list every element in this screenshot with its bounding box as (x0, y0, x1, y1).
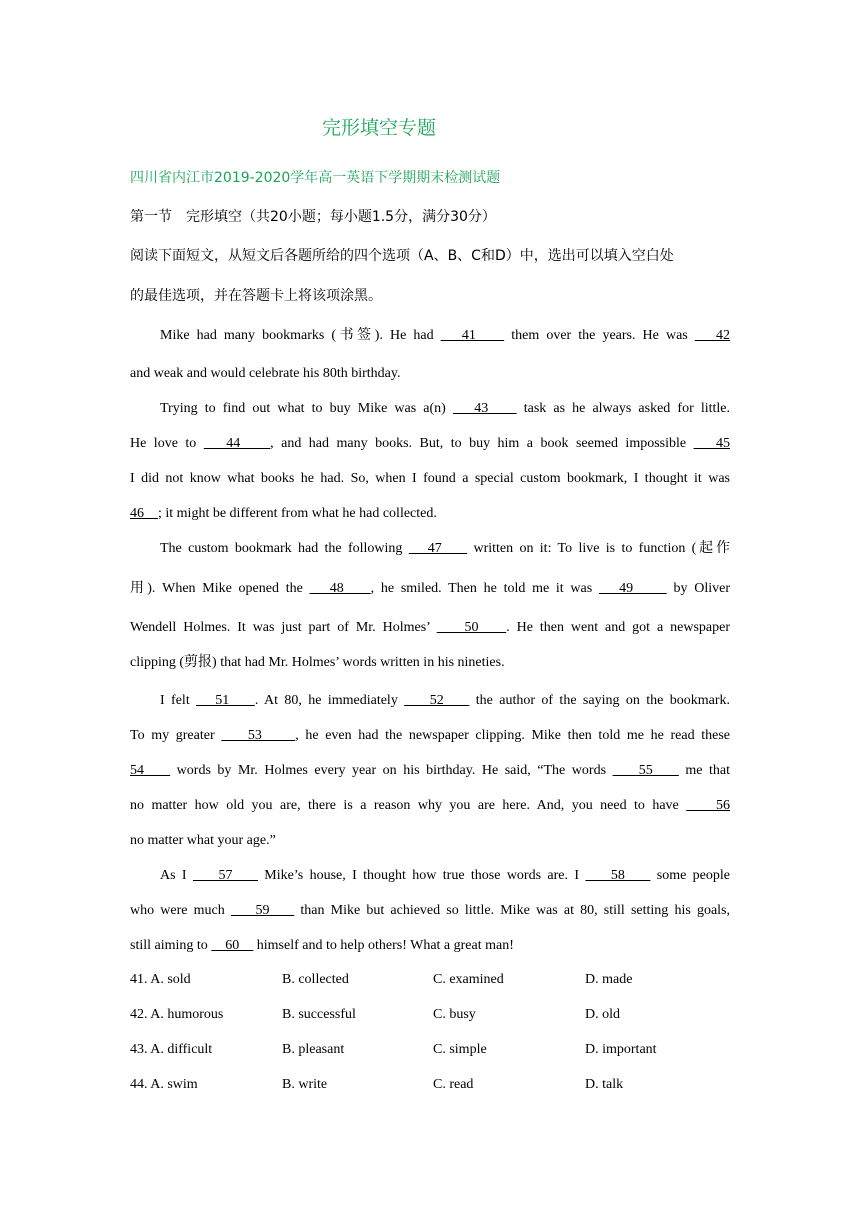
passage-line (130, 366, 730, 383)
passage-line (130, 728, 730, 745)
blank-49: 49 (598, 581, 667, 596)
question-43-options (130, 1042, 730, 1062)
page-title: 完形填空专题 (322, 117, 437, 139)
passage-text: them over the years. He was (504, 328, 695, 343)
passage-text: still aiming to (130, 938, 212, 953)
passage-text: As I (160, 868, 193, 883)
blank-53: 53 (221, 728, 296, 743)
passage-text: Trying to find out what to buy Mike was a(n) (160, 401, 453, 416)
passage-text: , he smiled. Then he told me it was (370, 581, 599, 596)
passage-line (130, 328, 730, 345)
passage-line (130, 693, 730, 710)
passage-text: and weak and would celebrate his 80th birthday. (130, 366, 401, 381)
section-heading: 第一节 完形填空（共20小题；每小题1.5分，满分30分） (130, 209, 496, 225)
blank-52: 52 (404, 693, 470, 708)
passage-text: some people (650, 868, 730, 883)
passage-text: He love to (130, 436, 204, 451)
option-b: B. successful (282, 1007, 356, 1022)
blank-51: 51 (196, 693, 255, 708)
passage-line (130, 833, 730, 850)
passage-line (130, 581, 730, 598)
blank-59: 59 (230, 903, 295, 918)
passage-text: I did not know what books he had. So, when I found a special custom bookmark, I thought it was (130, 471, 730, 486)
blank-57: 57 (192, 868, 258, 883)
option-c: C. simple (433, 1042, 487, 1057)
passage-text: words by Mr. Holmes every year on his birthday. He said, “The words (170, 763, 613, 778)
option-c: C. examined (433, 972, 504, 987)
option-b: B. write (282, 1077, 328, 1092)
option-d: D. talk (585, 1077, 624, 1092)
blank-60: 60 (211, 938, 254, 953)
blank-45: 45 (693, 436, 731, 451)
exam-source: 四川省内江市2019-2020学年高一英语下学期期末检测试题 (130, 170, 501, 186)
blank-42: 42 (694, 328, 731, 343)
option-b: B. collected (282, 972, 349, 987)
passage-text: Mike had many bookmarks (书签). He had (160, 328, 441, 343)
passage-text: no matter how old you are, there is a reason why you are here. And, you need to have (130, 798, 687, 813)
passage-text: clipping (剪报) that had Mr. Holmes’ words written in his nineties. (130, 655, 505, 670)
instructions-line-2: 的最佳选项，并在答题卡上将该项涂黑。 (130, 288, 382, 304)
passage-text: me that (678, 763, 731, 778)
option-d: D. made (585, 972, 633, 987)
blank-58: 58 (585, 868, 651, 883)
blank-50: 50 (436, 620, 507, 635)
blank-56: 56 (686, 798, 731, 813)
passage-text: task as he always asked for little. (516, 401, 730, 416)
passage-text: . He then went and got a newspaper (506, 620, 731, 635)
option-a: 43. A. difficult (130, 1042, 213, 1057)
passage-line (130, 436, 730, 453)
question-41-options (130, 972, 730, 992)
question-42-options (130, 1007, 730, 1027)
passage-line (130, 868, 730, 885)
blank-54: 54 (130, 763, 171, 778)
passage-text: written on it: To live is to function (起作 (467, 541, 731, 556)
passage-line (130, 903, 730, 920)
passage-text: Mike’s house, I thought how true those words are. I (257, 868, 586, 883)
passage-text: than Mike but achieved so little. Mike was at 80, still setting his goals, (294, 903, 731, 918)
passage-text: himself and to help others! What a great man! (253, 938, 514, 953)
passage-text: . At 80, he immediately (254, 693, 405, 708)
passage-text: Wendell Holmes. It was just part of Mr. Holmes’ (130, 620, 437, 635)
passage-line (130, 798, 730, 815)
passage-text: The custom bookmark had the following (160, 541, 409, 556)
passage-line (130, 541, 730, 558)
passage-line (130, 471, 730, 488)
blank-48: 48 (309, 581, 371, 596)
blank-43: 43 (452, 401, 517, 416)
option-b: B. pleasant (282, 1042, 345, 1057)
blank-46: 46 (130, 506, 158, 521)
passage-text: , and had many books. But, to buy him a book seemed impossible (270, 436, 694, 451)
blank-47: 47 (408, 541, 468, 556)
passage-text: the author of the saying on the bookmark. (469, 693, 731, 708)
question-44-options (130, 1077, 730, 1097)
passage-text: 用). When Mike opened the (130, 581, 310, 596)
passage-line (130, 620, 730, 637)
passage-line (130, 401, 730, 418)
option-a: 44. A. swim (130, 1077, 198, 1092)
passage-text: who were much (130, 903, 231, 918)
passage-text: I felt (160, 693, 197, 708)
option-c: C. read (433, 1077, 474, 1092)
passage-line (130, 506, 730, 523)
passage-text: To my greater (130, 728, 222, 743)
blank-44: 44 (203, 436, 271, 451)
option-a: 42. A. humorous (130, 1007, 224, 1022)
passage-line (130, 938, 730, 955)
blank-41: 41 (440, 328, 505, 343)
blank-55: 55 (612, 763, 679, 778)
instructions-line-1: 阅读下面短文，从短文后各题所给的四个选项（A、B、C和D）中，选出可以填入空白处 (130, 248, 674, 264)
option-d: D. important (585, 1042, 657, 1057)
passage-text: , he even had the newspaper clipping. Mike then told me he read these (295, 728, 731, 743)
option-a: 41. A. sold (130, 972, 191, 987)
option-c: C. busy (433, 1007, 476, 1022)
passage-line (130, 655, 730, 672)
option-d: D. old (585, 1007, 620, 1022)
passage-line (130, 763, 730, 780)
passage-text: ; it might be different from what he had collected. (158, 506, 437, 521)
passage-text: no matter what your age.” (130, 833, 276, 848)
passage-text: by Oliver (666, 581, 731, 596)
